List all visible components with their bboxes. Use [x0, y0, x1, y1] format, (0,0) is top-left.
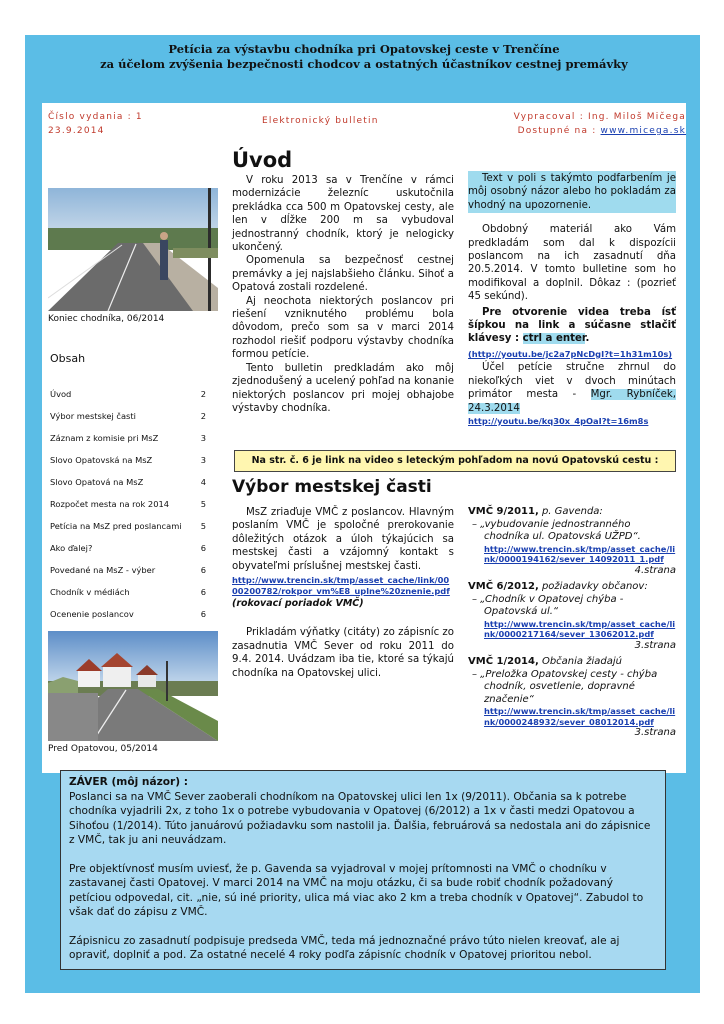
- toc-item[interactable]: [48, 449, 218, 471]
- opatova-image: [48, 631, 218, 741]
- vmc-records: [468, 506, 676, 744]
- toc-item-page: 2: [200, 411, 206, 421]
- rules-link-note: (rokovací poriadok VMČ): [232, 598, 364, 610]
- sidebar: [48, 188, 218, 754]
- toc-item-label: Ocenenie poslancov: [50, 609, 134, 619]
- highlight-note: Text v poli s takýmto podfarbením je môj osobný názor alebo ho pokladám za vhodný na upozornenie.: [468, 171, 676, 213]
- toc-item[interactable]: [48, 581, 218, 603]
- website-link[interactable]: www.micega.sk: [600, 126, 686, 136]
- issue-date: 23.9.2014: [48, 126, 105, 136]
- vmc-section: [232, 476, 454, 680]
- photo1-caption: Koniec chodníka, 06/2014: [48, 314, 165, 324]
- key-combo: ctrl a enter: [522, 333, 586, 345]
- toc-item-page: 3: [200, 433, 206, 443]
- intro-paragraph-3: Aj neochota niektorých poslancov pri riešení vzniknutého problému bola dôvodom, prečo som sa v marci 2014 rozhodol riešiť podporu výstavby chodníka formou petície.: [232, 295, 454, 361]
- right-intro-section: Text v poli s takýmto podfarbením je môj osobný názor alebo ho pokladám za vhodný na upozornenie. Obdobný materiál ako Vám predkladám som dal k dispozícii poslancom na ich zasadnutí dňa 20.5.2014. V tomto bulletine som ho modifikoval a doplnil. Dôkaz : (pozrieť 45 sekúnd). Pre otvorenie videa treba ísť šípkou na link a súčasne stlačiť klávesy : ctrl a enter. (http://youtu.be/jc2a7pNcDgI?t=1h31m10s) Účel petície stručne zhrnul do niekoľkých viet v dvoch minútach primátor mesta - Mgr. Rybníček, 24.3.2014 http://youtu.be/kq30x_4pOaI?t=16m8s: [468, 173, 676, 426]
- vmc-record-quote: – „Chodník v Opatovej chýba - Opatovská ul.“: [472, 593, 624, 617]
- title-line-2: za účelom zvýšenia bezpečnosti chodcov a ostatných účastníkov cestnej premávky: [100, 57, 628, 71]
- vmc-record: [468, 656, 676, 740]
- author-info: [514, 110, 686, 138]
- bulletin-label: Elektronický bulletin: [262, 116, 379, 126]
- toc-item[interactable]: [48, 537, 218, 559]
- intro-section: [232, 147, 454, 415]
- road-end-photo: [48, 188, 218, 311]
- toc-item-label: Slovo Opatová na MsZ: [50, 477, 144, 487]
- toc-item-label: Rozpočet mesta na rok 2014: [50, 499, 170, 509]
- issue-number: Číslo vydania : 1: [48, 112, 143, 122]
- vmc-record-page: 3.strana: [634, 727, 676, 738]
- toc-item[interactable]: [48, 515, 218, 537]
- toc-item[interactable]: [48, 603, 218, 625]
- vmc-record-quote: – „vybudovanie jednostranného chodníka ul. Opatovská UŽPD“.: [472, 518, 641, 542]
- intro-heading: Úvod: [232, 148, 293, 172]
- vmc-record-source: požiadavky občanov:: [541, 581, 648, 592]
- vmc-paragraph-2: Prikladám výňatky (citáty) zo zápisníc zo zasadnutia VMČ Sever od roku 2011 do 9.4. 2014. Uvádzam iba tie, ktoré sa týkajú chodníka na Opatovskej ulici.: [232, 627, 454, 679]
- vmc-record-quote: – „Preložka Opatovskej cesty - chýba chodník, osvetlenie, dopravné značenie“: [472, 668, 658, 705]
- toc-item[interactable]: [48, 471, 218, 493]
- toc-item-label: Slovo Opatovská na MsZ: [50, 455, 153, 465]
- toc-title: Obsah: [50, 352, 86, 365]
- toc-item-label: Chodník v médiách: [50, 587, 130, 597]
- rules-link[interactable]: http://www.trencin.sk/tmp/asset_cache/link/0000200782/rokpor_vm%E8_uplne%20znenie.pdf: [232, 575, 450, 597]
- vmc-record: [468, 506, 676, 577]
- toc-item-label: Petícia na MsZ pred poslancami: [50, 521, 182, 531]
- conclusion-paragraph-3: Zápisnicu zo zasadnutí podpisuje predseda VMČ, teda má jednoznačné právo túto nielen kreovať, ale aj opraviť, doplniť a pod. Za ostatné necelé 4 roky podľa zápisníc chodník v Opatovej prioritou nebol.: [69, 934, 620, 961]
- video-link-1[interactable]: (http://youtu.be/jc2a7pNcDgI?t=1h31m10s): [468, 348, 673, 359]
- vmc-record-title: VMČ 1/2014,: [468, 656, 539, 667]
- photo2-caption: Pred Opatovou, 05/2014: [48, 744, 158, 754]
- conclusion-box: [60, 770, 666, 970]
- conclusion-paragraph-2: Pre objektívnosť musím uviesť, že p. Gavenda sa vyjadroval v mojej prítomnosti na VMČ o chodníku v zastavanej časti Opatovej. V marci 2014 na VMČ na moju otázku, či sa bude robiť chodník požadovaný petíciou odpovedal, cit. „nie, sú iné priority, ulica má viac ako 2 km a treba chodník v Opatovej“. Zabudol to však dať do zápisu z VMČ.: [69, 862, 644, 918]
- toc-item-page: 2: [200, 389, 206, 399]
- table-of-contents: [48, 383, 218, 625]
- toc-item-page: 4: [200, 477, 206, 487]
- toc-item-page: 6: [200, 543, 206, 553]
- toc-item[interactable]: [48, 427, 218, 449]
- intro-paragraph-4: Tento bulletin predkladám ako môj zjednodušený a ucelený pohľad na konanie niektorých poslancov pri mojej obhajobe výstavby chodníka.: [232, 362, 454, 414]
- toc-item-page: 6: [200, 587, 206, 597]
- vmc-record: [468, 581, 676, 652]
- opatova-photo: [48, 631, 218, 741]
- right-paragraph-3: Účel petície stručne zhrnul do niekoľkých viet v dvoch minútach primátor mesta -: [468, 362, 676, 401]
- vmc-record-title: VMČ 6/2012,: [468, 581, 539, 592]
- author: Vypracoval : Ing. Miloš Mičega: [513, 112, 686, 122]
- conclusion-title: ZÁVER (môj názor) :: [69, 776, 189, 788]
- toc-item-label: Úvod: [50, 389, 72, 399]
- vmc-paragraph-1: MsZ zriaďuje VMČ z poslancov. Hlavným poslaním VMČ je spoločné prerokovanie dôležitých otázok a úloh týkajúcich sa mestskej časti a vzájomný kontakt s obyvateľmi príslušnej mestskej časti.: [232, 507, 454, 572]
- toc-item-page: 5: [200, 499, 206, 509]
- toc-item[interactable]: [48, 559, 218, 581]
- road-end-image: [48, 188, 218, 311]
- toc-item-label: Ako ďalej?: [50, 543, 93, 553]
- toc-item-page: 3: [200, 455, 206, 465]
- toc-item-page: 6: [200, 609, 206, 619]
- toc-item-label: Záznam z komisie pri MsZ: [50, 433, 159, 443]
- title-line-1: Petícia za výstavbu chodníka pri Opatovskej ceste v Trenčíne: [168, 42, 560, 56]
- vmc-record-title: VMČ 9/2011,: [468, 506, 539, 517]
- issue-info: [48, 110, 143, 138]
- video-notice: Na str. č. 6 je link na video s leteckým pohľadom na novú Opatovskú cestu :: [234, 450, 676, 472]
- vmc-record-link[interactable]: http://www.trencin.sk/tmp/asset_cache/link/0000194162/sever_14092011_1.pdf: [484, 543, 676, 564]
- mayor-name: Mgr. Rybníček, 24.3.2014: [468, 389, 676, 414]
- available-label: Dostupné na :: [517, 126, 597, 136]
- conclusion-paragraph-1: Poslanci sa na VMČ Sever zaoberali chodníkom na Opatovskej ulici len 1x (9/2011). Občania sa k potrebe chodníka vyjadrili 2x, z toho 1x o potrebe vybudovania v Opatovej (6/2012) a 1x v časti medzi Opatovou a Sihoťou (1/2014). Túto januárovú požiadavku som nastolil ja. Ďalšia, februárová sa nedostala ani do zápisnice z VMČ, tak ju ani neuvádzam.: [69, 790, 651, 846]
- toc-item[interactable]: [48, 383, 218, 405]
- toc-item-label: Výbor mestskej časti: [50, 411, 136, 421]
- vmc-heading: Výbor mestskej časti: [232, 477, 432, 497]
- video-instruction: Pre otvorenie videa treba ísť šípkou na link a súčasne stlačiť klávesy :: [468, 306, 676, 345]
- vmc-record-source: Občania žiadajú: [541, 656, 622, 667]
- toc-item-page: 5: [200, 521, 206, 531]
- intro-paragraph-2: Opomenula sa bezpečnosť cestnej premávky a jej najslabšieho článku. Sihoť a Opatová zostali rozdelené.: [232, 255, 454, 294]
- vmc-record-link[interactable]: http://www.trencin.sk/tmp/asset_cache/link/0000217164/sever_13062012.pdf: [484, 618, 676, 639]
- vmc-record-link[interactable]: http://www.trencin.sk/tmp/asset_cache/link/0000248932/sever_08012014.pdf: [484, 706, 676, 727]
- vmc-record-page: 3.strana: [634, 639, 676, 651]
- toc-item[interactable]: [48, 493, 218, 515]
- toc-item[interactable]: [48, 405, 218, 427]
- right-paragraph-1: Obdobný materiál ako Vám predkladám som dal k dispozícii poslancom na ich zasadnutí dňa 20.5.2014. V tomto bulletine som ho modifikoval a doplnil. Dôkaz : (pozrieť 45 sekúnd).: [468, 224, 676, 303]
- document-header: [42, 42, 686, 72]
- toc-item-page: 6: [200, 565, 206, 575]
- vmc-record-source: p. Gavenda:: [541, 506, 603, 517]
- vmc-record-page: 4.strana: [634, 564, 676, 576]
- toc-item-label: Povedané na MsZ - výber: [50, 565, 156, 575]
- intro-paragraph-1: V roku 2013 sa v Trenčíne v rámci modernizácie železníc uskutočnila prekládka cca 500 m Opatovskej cesty, ale len v dĺžke 200 m sa vybudoval jednostranný chodník, ktorý je nelogicky ukončený.: [232, 175, 454, 254]
- video-link-2[interactable]: http://youtu.be/kq30x_4pOaI?t=16m8s: [468, 415, 649, 426]
